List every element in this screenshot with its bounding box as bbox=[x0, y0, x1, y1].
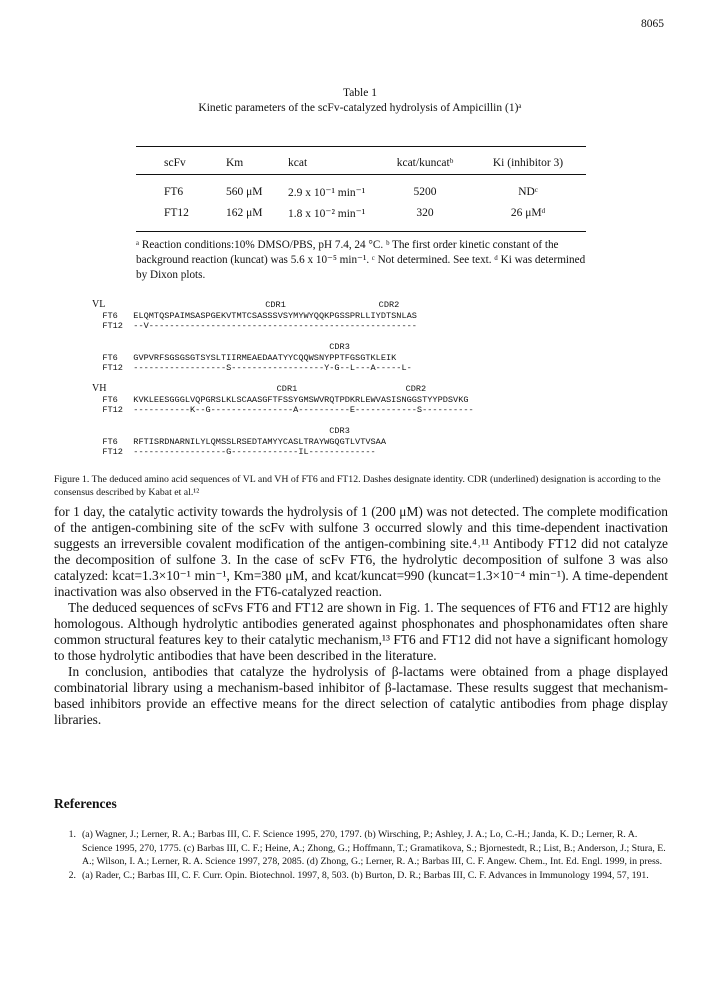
sequence-line: --V---------------------------------------------------- bbox=[133, 321, 417, 331]
cell: 560 μM bbox=[226, 185, 263, 198]
sequence-line: ------------------S------------------Y-G--L---A-----L- bbox=[133, 363, 412, 373]
sequence-line: GVPVRFSGSGSGTSYSLTIIRMEAEDAATYYCQQWSNYPPTFGSGTKLEIK bbox=[133, 352, 397, 363]
header-ki: Ki (inhibitor 3) bbox=[492, 157, 564, 169]
table-row bbox=[136, 175, 586, 203]
body-text bbox=[54, 504, 668, 728]
header-scfv: scFv bbox=[164, 157, 186, 169]
references-heading: References bbox=[54, 796, 117, 811]
reference-number: 1. bbox=[68, 829, 76, 840]
cdr-label: CDR3 bbox=[143, 426, 350, 436]
table-row bbox=[136, 202, 586, 232]
reference-item bbox=[54, 828, 668, 869]
figure-caption: Figure 1. The deduced amino acid sequences of VL and VH of FT6 and FT12. Dashes designate identity. CDR (underlined) designation is according to the consensus described by Kabat et al.¹² bbox=[54, 474, 661, 498]
seq-name: FT12 bbox=[102, 321, 123, 331]
seq-name: FT6 bbox=[102, 394, 118, 405]
reference-text: (a) Wagner, J.; Lerner, R. A.; Barbas III, C. F. Science 1995, 270, 1797. (b) Wirsching, P.; Ashley, J. A.; Lo, C.-H.; Janda, K. D.; Lerner, R. A. Science 1995, 270, 1775. (c) Barbas III, C. F.; Heine, A.; Zhong, G.; Hoffmann, T.; Gramatikova, S.; Bjornestedt, R.; List, B.; Anderson, J.; Stura, E. A.; Wilson, I. A.; Lerner, R. A. Science 1997, 278, 2085. (d) Zhong, G.; Lerner, R. A.; Barbas III, C. F. Angew. Chem., Int. Ed. Engl. 1999, in press. bbox=[82, 829, 666, 867]
sequence-line: KVKLEESGGGLVQPGRSLKLSCAASGFTFSSYGMSWVRQTPDKRLEWVASISNGGSTYYPDSVKG bbox=[133, 394, 469, 405]
cell: 320 bbox=[380, 202, 470, 232]
cdr-label: CDR1 CDR2 bbox=[156, 300, 400, 310]
table-header-row bbox=[136, 147, 586, 175]
seq-name: FT12 bbox=[102, 363, 123, 373]
seq-name: FT12 bbox=[102, 405, 123, 415]
paragraph: In conclusion, antibodies that catalyze the hydrolysis of β-lactams were obtained from a phage displayed combinatorial library using a mechanism-based inhibitor of β-lactamase. These results suggest that mechanism-based inhibitors provide an effective means for the direct selection of catalytic antibodies from phage display libraries. bbox=[54, 664, 668, 727]
header-ratio: kcat/kuncatᵇ bbox=[396, 157, 454, 169]
cell: 1.8 x 10⁻² min⁻¹ bbox=[288, 202, 380, 232]
sequence-line: RFTISRDNARNILYLQMSSLRSEDTAMYYCASLTRAYWGQGTLVTVSAA bbox=[133, 436, 386, 447]
page-number: 8065 bbox=[641, 18, 664, 30]
sequence-line: ------------------G-------------IL------------- bbox=[133, 447, 376, 457]
references-list bbox=[54, 828, 668, 882]
seq-name: FT6 bbox=[102, 352, 118, 363]
header-kcat: kcat bbox=[288, 157, 308, 169]
header-km: Km bbox=[226, 157, 244, 169]
cell: FT6 bbox=[164, 185, 184, 198]
cell: 162 μM bbox=[226, 202, 288, 232]
seq-name: FT12 bbox=[102, 447, 123, 457]
cell: NDᶜ bbox=[518, 185, 538, 198]
paragraph: The deduced sequences of scFvs FT6 and FT12 are shown in Fig. 1. The sequences of FT6 and FT12 are highly homologous. Although hydrolytic antibodies generated against phosphonates and phosphonamidates often share common structural features key to their catalytic mechanism,¹³ FT6 and FT12 did not have a significant homology to those hydrolytic antibodies that have been described in the literature. bbox=[54, 600, 668, 663]
table-footnote: ᵃ Reaction conditions:10% DMSO/PBS, pH 7.4, 24 °C. ᵇ The first order kinetic constant of the background reaction (kuncat) was 5.6 x 10⁻⁵ min⁻¹. ᶜ Not determined. See text. ᵈ Ki was determined by Dixon plots. bbox=[136, 239, 586, 281]
vl-label: VL bbox=[92, 299, 106, 310]
table-title: Table 1 bbox=[342, 87, 377, 99]
reference-number: 2. bbox=[68, 869, 76, 881]
reference-item bbox=[54, 869, 668, 883]
vh-label: VH bbox=[92, 383, 107, 394]
sequence-figure bbox=[92, 300, 592, 458]
seq-name: FT6 bbox=[102, 436, 118, 447]
sequence-line: -----------K--G----------------A----------E------------S---------- bbox=[133, 405, 474, 415]
cell: 2.9 x 10⁻¹ min⁻¹ bbox=[288, 186, 366, 199]
cell: 5200 bbox=[413, 185, 437, 198]
kinetics-table bbox=[136, 146, 586, 232]
cdr-label: CDR3 bbox=[143, 342, 350, 352]
cell: 26 μMᵈ bbox=[470, 202, 586, 232]
table-caption: Kinetic parameters of the scFv-catalyzed hydrolysis of Ampicillin (1)ᵃ bbox=[198, 102, 522, 114]
seq-name: FT6 bbox=[102, 310, 118, 321]
cell: FT12 bbox=[136, 202, 226, 232]
cdr-label: CDR1 CDR2 bbox=[158, 384, 427, 394]
reference-text: (a) Rader, C.; Barbas III, C. F. Curr. Opin. Biotechnol. 1997, 8, 503. (b) Burton, D. R.; Barbas III, C. F. Advances in Immunology 1994, 57, 191. bbox=[82, 869, 649, 881]
paragraph: for 1 day, the catalytic activity towards the hydrolysis of 1 (200 μM) was not detected. The complete modification of the antigen-combining site of the scFv with sulfone 3 occurred slowly and this time-dependent inactivation suggests an irreversible covalent modification of the antigen-combining site.⁴˒¹¹ Antibody FT12 did not catalyze the decomposition of sulfone 3. In the case of scFv FT6, the hydrolytic decomposition of sulfone 3 was also catalyzed: kcat=1.3×10⁻¹ min⁻¹, Km=380 μM, and kcat/kuncat=990 (kuncat=1.3×10⁻⁴ min⁻¹). A time-dependent inactivation was also observed in the FT6-catalyzed reaction. bbox=[54, 504, 668, 599]
sequence-line: ELQMTQSPAIMSASPGEKVTMTCSASSSVSYMYWYQQKPGSSPRLLIYDTSNLAS bbox=[133, 310, 417, 321]
table-caption-block bbox=[0, 86, 720, 116]
